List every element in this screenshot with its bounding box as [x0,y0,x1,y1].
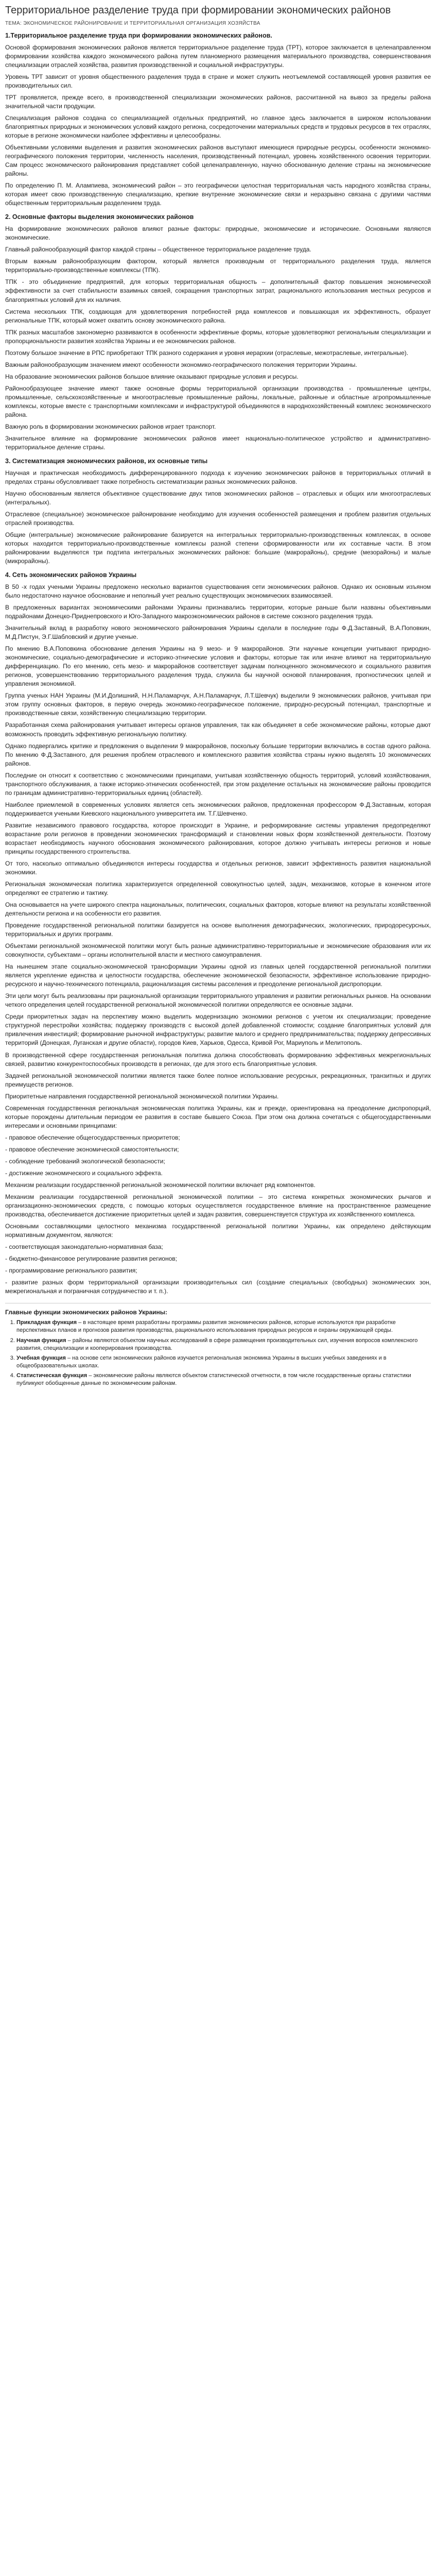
paragraph: Задачей региональной экономической политики является также более полное использование ресурсных, рекреационных, транзитных и других преимуществ регионов. [5,1072,431,1088]
section-heading: 4. Сеть экономических районов Украины [5,571,137,579]
paragraph: Главный районообразующий фактор каждой страны – общественное территориальное разделение труда. [5,246,311,253]
function-item [16,1354,431,1370]
function-text: – в настоящее время разработаны программы развития экономических районов, которые используются при разработке перспективных планов и прогнозов развития производства, рационального использования природных ресурсов и охраны окружающей среды. [16,1319,396,1334]
paragraph: Среди приоритетных задач на перспективу можно выделить модернизацию экономики регионов с учетом их специализации; проведение структурной перестройки хозяйства; поддержку производств с высокой долей добавленной стоимости; создание благоприятных условий для привлечения инвестиций; формирование рыночной инфраструктуры; развитие малого и среднего предпринимательства; поддержку депрессивных территорий (Донецкая, Луганская и другие области), городов Киев, Харьков, Одесса, Кривой Рог, Мариуполь и Мелитополь. [5,1013,431,1047]
paragraph: Механизм реализации государственной региональной экономической политики – это система конкретных экономических рычагов и организационно-экономических средств, с помощью которых осуществляется государственное влияние на пространственное размещение производства, обеспечивается достижение приоритетных целей и задач развития, совершенствуется структура их хозяйственного комплекса. [5,1193,431,1218]
section-heading: 3. Систематизация экономических районов, их основные типы [5,457,208,465]
paragraph: Важную роль в формировании экономических районов играет транспорт. [5,422,216,430]
section-heading: 1.Территориальное разделение труда при формировании экономических районов. [5,32,272,39]
paragraph: На нынешнем этапе социально-экономической трансформации Украины одной из главных целей государственной региональной политики является укрепление единства и целостности государства, обеспечение экономической безопасности, эффективное использование природно-ресурсного и научно-технического потенциала, рационализация системы расселения и преодоление региональной диспропорции. [5,963,431,988]
page-title: Территориальное разделение труда при формировании экономических районов [5,5,391,16]
paragraph: Наиболее приемлемой в современных условиях является сеть экономических районов, предложенная профессором Ф.Д.Заставным, которая поддерживается учеными Киевского национального университета им. Т.Г.Шевченко. [5,801,431,817]
paragraph: Районообразующее значение имеют также основные формы территориальной организации производства - промышленные центры, промышленные, сельскохозяйственные и многоотраслевые промышленные районы, локальные, районные и областные агропромышленные комплексы, которые вместе с транспортными комплексами и инфраструктурой объединяются в народнохозяйственный комплекс экономического района. [5,384,431,418]
paragraph: - развитие разных форм территориальной организации производительных сил (создание специальных (свободных) экономических зон, межрегиональная и пограничная сотрудничество и т. п.). [5,1279,431,1295]
function-text: – районы являются объектом научных исследований в сфере размещения производительных сил, изучения вопросов комплексного развития, специализации и кооперирования производства. [16,1337,418,1351]
paragraph: Вторым важным районообразующим фактором, который является производным от территориального разделения труда, является территориально-производственные комплексы (ТПК). [5,258,431,274]
paragraph: Региональная экономическая политика характеризуется определенной совокупностью целей, задач, механизмов, которые в конечном итоге определяют ее стратегию и тактику. [5,880,431,896]
paragraph: - правовое обеспечение общегосударственных приоритетов; [5,1133,180,1141]
paragraph: Основой формирования экономических районов является территориальное разделение труда (ТРТ), которое заключается в целенаправленном формировании хозяйства каждого экономического района путем планомерного размещения материального производства, совершенствования специализации отраслей хозяйства, развития производственной и социальной инфраструктуры. [5,43,431,69]
function-name: Учебная функция [16,1354,66,1361]
paragraph: Приоритетные направления государственной региональной экономической политики Украины. [5,1092,279,1100]
paragraph: Последние он относит к соответствию с экономическими принципами, учитывая хозяйственную общность территорий, условий хозяйствования, транспортного обслуживания, а также историко-этнических особенностей, при этом разделение остальных на экономические районы проводится по границам административно-территориальных единиц (областей). [5,771,431,796]
paragraph: Научно обоснованным является объективное существование двух типов экономических районов – отраслевых и общих или многоотраслевых (интегральных). [5,489,431,506]
topic-line: ТЕМА: ЭКОНОМИЧЕСКОЕ РАЙОНИРОВАНИЕ И ТЕРРИТОРИАЛЬНАЯ ОРГАНИЗАЦИЯ ХОЗЯЙСТВА [5,21,260,26]
functions-heading: Главные функции экономических районов Украины: [5,1309,168,1316]
function-name: Научная функция [16,1337,66,1344]
paragraph: Важным районообразующим значением имеют особенности экономико-географического положения территории Украины. [5,361,357,368]
function-text: – экономические районы являются объектом статистической отчетности, в том числе государственные органы статистики публикуют обобщенные данные по экономическим районам. [16,1372,411,1387]
document-body [5,31,431,1296]
paragraph: Проведение государственной региональной политики базируется на основе выполнения демографических, экологических, природоресурсных, территориальных и других программ. [5,922,431,938]
functions-list [5,1319,431,1387]
paragraph: - бюджетно-финансовое регулирование развития регионов; [5,1255,177,1263]
paragraph: Объектами региональной экономической политики могут быть разные административно-территориальные и экономические образования или их совокупности, субъектами – органы исполнительной власти и местного самоуправления. [5,942,431,959]
paragraph: Отраслевое (специальное) экономическое районирование необходимо для изучения особенностей размещения и проблем развития отдельных отраслей производства. [5,510,431,527]
paragraph: В производственной сфере государственная региональная политика должна способствовать формированию эффективных межрегиональных связей, развитию конкурентоспособных производств в регионах, где для этого есть благоприятные условия. [5,1051,431,1067]
paragraph: Однако подвергались критике и предложения о выделении 9 макрорайонов, поскольку большие территории включались в состав одного района. По мнению Ф.Д.Заставного, для решения проблем отраслевого и комплексного развития хозяйства страны нужно выделять 10 экономических районов. [5,742,431,767]
paragraph: Развитие независимого правового государства, которое происходит в Украине, и реформирование системы управления предопределяют возрастание роли регионов в проведении экономических трансформаций и становлении новых форм хозяйственной деятельности. Поэтому возрастает необходимость научного обоснования экономического районирования, которое должно учитывать интересы регионов и новые принципы государственного строительства. [5,821,431,855]
paragraph: Механизм реализации государственной региональной экономической политики включает ряд компонентов. [5,1181,316,1189]
paragraph: - соблюдение требований экологической безопасности; [5,1157,165,1165]
paragraph: - достижение экономического и социального эффекта. [5,1169,163,1177]
paragraph: Основными составляющими целостного механизма государственной региональной политики Украины, как определено действующим нормативным документом, являются: [5,1223,431,1239]
paragraph: Объективными условиями выделения и развития экономических районов выступают имеющиеся природные ресурсы, особенности экономико-географического положения территории, численность населения, производственный потенциал, уровень хозяйственного освоения территории. Сам процесс экономического районирования представляет собой целенаправленную, научно обоснованную деление страны на экономические районы. [5,144,431,178]
paragraph: Система нескольких ТПК, создающая для удовлетворения потребностей ряда комплексов и повышающая их эффективность, образует региональные ТПК, который может охватить основу экономического района. [5,308,431,324]
paragraph: ТПК разных масштабов закономерно развиваются в особенности эффективные формы, которые удовлетворяют региональным специализации и пропорциональности развития хозяйства Украины и ее экономических районов. [5,328,431,345]
functions-block [5,1309,431,1387]
function-name: Статистическая функция [16,1372,88,1379]
paragraph: В предложенных вариантах экономическими районами Украины признавались территории, которые раньше были названы объективными подрайонами Донецко-Приднепровского и Юго-Западного макроэкономических районов в системе союзного разделения труда. [5,604,431,620]
paragraph: Значительный вклад в разработку нового экономического районирования Украины сделали в последние годы Ф.Д.Заставный, В.А.Поповкин, М.Д.Пистун, Э.Г.Шабловский и другие ученые. [5,624,431,641]
paragraph: Специализация районов создана со специализацией отдельных предприятий, но главное здесь заключается в широком использовании благоприятных природных и экономических условий каждого региона, сосредоточении материальных средств и трудовых ресурсов в тех отраслях, которые в регионе экономически наиболее эффективны и целесообразны. [5,114,431,140]
paragraph: Поэтому большое значение в РПС приобретают ТПК разного содержания и уровня иерархии (отраслевые, межотраслевые, интегральные). [5,349,409,357]
paragraph: Общие (интегральные) экономические районирование базируется на интегральных территориально-производственных комплексах, в основе которых находится территориально-производственные комплексы разной степени сформированности или их составные части. В этом районировании выделяются три подтипа интегральных экономических районов: большие (макрорайоны), средние (мезорайоны) и малые (микрорайоны). [5,531,431,565]
paragraph: На формирование экономических районов влияют разные факторы: природные, экономические и исторические. Основными являются экономические. [5,225,431,242]
paragraph: На образование экономических районов большое влияние оказывают природные условия и ресурсы. [5,372,299,380]
paragraph: Она основывается на учете широкого спектра национальных, политических, социальных факторов, которые влияют на результаты хозяйственной деятельности региона и на особенности его развития. [5,901,431,918]
paragraph: От того, насколько оптимально объединяются интересы государства и отдельных регионов, зависит эффективность развития национальной экономики. [5,859,431,876]
paragraph: - соответствующая законодательно-нормативная база; [5,1243,163,1251]
paragraph: Эти цели могут быть реализованы при рациональной организации территориального управления и развитии региональных рынков. На основании четкого определения целей государственной региональной экономической политики определяются ее основные задачи. [5,992,431,1009]
paragraph: Разработанная схема районирования учитывает интересы органов управления, так как объединяет в себе экономические районы, которые дают возможность проводить эффективную региональную политику. [5,721,431,738]
function-item [16,1319,431,1334]
paragraph: - правовое обеспечение экономической самостоятельности; [5,1145,179,1153]
function-text: – на основе сети экономических районов изучается региональная экономика Украины в высших учебных заведениях и в общеобразовательных школах. [16,1354,387,1369]
function-item [16,1337,431,1352]
section-heading: 2. Основные факторы выделения экономических районов [5,213,194,221]
paragraph: ТПК - это объединение предприятий, для которых территориальная общность – дополнительный фактор повышения экономической эффективности за счет стабильности взаимных связей, сокращения транспортных затрат, рационального использования местных ресурсов и благоприятных условий для их наличия. [5,278,431,303]
paragraph: Уровень ТРТ зависит от уровня общественного разделения труда в стране и может служить неотъемлемой составляющей уровня развития ее производительных сил. [5,73,431,89]
function-item [16,1372,431,1387]
paragraph: В 50 -х годах учеными Украины предложено несколько вариантов существования сети экономических районов. Однако их основным изъяном было недостаточно научное обоснование и неполный учет реально существующих экономических взаимосвязей. [5,583,431,600]
paragraph: Современная государственная региональная экономическая политика Украины, как и прежде, ориентирована на преодоление диспропорций, которые порождены длительным периодом ее развития в составе бывшего Союза. При этом она должна сочетаться с общегосударственными интересами и основными принципами: [5,1104,431,1129]
function-name: Прикладная функция [16,1319,77,1326]
paragraph: Группа ученых НАН Украины (М.И.Долишний, Н.Н.Паламарчук, А.Н.Паламарчук, Л.Т.Шевчук) выделили 9 экономических районов, учитывая при этом группу основных факторов, в первую очередь экономико-географическое положение, природно-ресурсный потенциал, транспортные и производственные связи, хозяйственную специализацию территории. [5,692,431,717]
paragraph: По определению П. М. Алампиева, экономический район – это географически целостная территориальная часть народного хозяйства страны, которая имеет свою производственную специализацию, крепкие внутренние экономические связи и неразрывно связана с другими частями общественным территориальным разделением труда. [5,182,431,207]
paragraph: По мнению В.А.Поповкина обоснование деления Украины на 9 мезо- и 9 макрорайонов. Эти научные концепции учитывают природно-экономические, социально-демографические и историко-этнические условия и факторы, которые так или иначе влияют на территориальную дифференциацию. По его мнению, сеть мезо- и макрорайонов соответствует задачам полноценного экономического и социального развития регионов, усовершенствованию территориального разделения труда, служила бы научной основой планирования, прогностических целей и управления экономикой. [5,645,431,688]
paragraph: Научная и практическая необходимость дифференцированного подхода к изучению экономических районов в территориальных отличий в пределах страны обусловливает также потребность систематизации разных экономических районов. [5,469,431,485]
paragraph: - программирование регионального развития; [5,1267,137,1275]
paragraph: Значительное влияние на формирование экономических районов имеет национально-политическое устройство и административно-территориальное деление страны. [5,434,431,451]
paragraph: ТРТ проявляется, прежде всего, в производственной специализации экономических районов, рассчитанной на вывоз за пределы района значительной части продукции. [5,94,431,110]
